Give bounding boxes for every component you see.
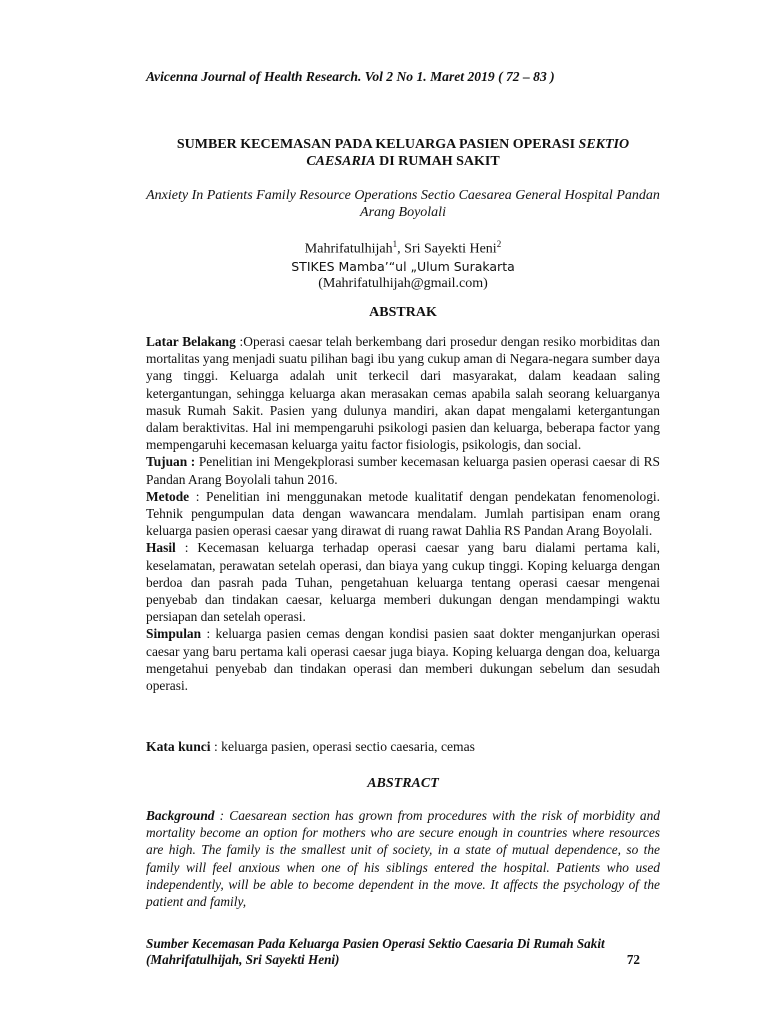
paper-subtitle: Anxiety In Patients Family Resource Operations Sectio Caesarea General Hospital Pandan Arang Boyolali [146,188,660,220]
author-email: (Mahrifatulhijah@gmail.com) [318,275,488,291]
latar-text: :Operasi caesar telah berkembang dari prosedur dengan resiko morbiditas dan mortalitas yang menjadi suatu pilihan bagi ibu yang cukup aman di Negara-negara sumber daya yang tinggi. Keluarga adalah unit terkecil dari masyarakat, dalam keadaan saling ketergantungan, sehingga keluarga akan merasakan cemas apabila salah seorang keluarganya masuk Rumah Sakit. Pasien yang dulunya mandiri, akan dapat mengalami ketergantungan dalam beraktivitas. Hal ini mempengaruhi psikologi pasien dan keluarga, beberapa factor yang mempengaruhi kecemasan keluarga yaitu factor fisiologis, psikologis, dan social. [146,334,660,453]
page-number: 72 [626,952,640,967]
abstrak-metode [146,488,660,540]
tujuan-text: Penelitian ini Mengekplorasi sumber kecemasan keluarga pasien operasi caesar di RS Pandan Arang Boyolali tahun 2016. [146,454,660,487]
author-2: Sri Sayekti Heni [404,241,497,257]
title-part-1: SUMBER KECEMASAN PADA KELUARGA PASIEN OPERASI [176,137,579,152]
author-line [146,236,660,258]
keywords-text: : keluarga pasien, operasi sectio caesaria, cemas [210,739,475,754]
author-1-affil: 1 [392,239,398,249]
background-text: : Caesarean section has grown from procedures with the risk of morbidity and mortality become an option for mothers who are secure enough in countries where resources are high. The family is the smallest unit of society, in a state of mutual dependence, so the family will feel anxious when one of his siblings entered the hospital. Patients who used independently, will be able to become dependent in the move. It affects the psychology of the patient and family, [146,808,660,910]
abstrak-body [146,333,660,694]
footer-title: Sumber Kecemasan Pada Keluarga Pasien Operasi Sektio Caesaria Di Rumah Sakit [146,936,605,951]
abstrak-hasil [146,539,660,625]
hasil-text: : Kecemasan keluarga terhadap operasi caesar yang baru dialami pertama kali, keselamatan, perawatan setelah operasi, dan biaya yang cukup tinggi. Koping keluarga dengan berdoa dan pasrah pada Tuhan, pengetahuan keluarga tentang operasi caesar mengenai penyebab dan tindakan caesar, keluarga memberi dukungan dengan mendampingi waktu persiapan dan setelah operasi. [146,540,660,625]
metode-label: Metode [146,488,190,504]
journal-header: Avicenna Journal of Health Research. Vol 2 No 1. Maret 2019 ( 72 – 83 ) [146,69,555,84]
institution: STIKES Mamba’“ul „Ulum Surakarta [291,258,515,274]
tujuan-label: Tujuan : [146,454,196,470]
abstrak-heading: ABSTRAK [369,305,437,320]
simpulan-label: Simpulan [146,626,202,642]
title-part-2: DI RUMAH SAKIT [375,154,500,169]
hasil-label: Hasil [146,540,176,556]
abstract-body [146,807,660,910]
author-separator: , [397,241,405,257]
paper-title [146,136,660,170]
title-italic-part: SEKTIO CAESARIA [306,137,630,169]
metode-text: : Penelitian ini menggunakan metode kualitatif dengan pendekatan fenomenologi. Tehnik pengumpulan data dengan wawancara mendalam. Jumlah partisipan enam orang keluarga pasien operasi caesar yang dirawat di ruang rawat Dahlia RS Pandan Arang Boyolali. [146,488,660,539]
footer-authors: (Mahrifatulhijah, Sri Sayekti Heni) [146,952,340,967]
abstract-background [146,807,660,910]
simpulan-text: : keluarga pasien cemas dengan kondisi pasien saat dokter menganjurkan operasi caesar yang baru pertama kali operasi caesar juga biaya. Koping keluarga dengan doa, keluarga mengetahui penyebab dan tindakan operasi dan memberi dukungan sebelum dan sesudah operasi. [146,626,660,694]
abstrak-tujuan [146,453,660,487]
author-2-affil: 2 [496,239,502,249]
abstrak-latar [146,333,660,453]
background-label: Background [146,808,215,823]
page-footer [146,936,640,968]
latar-label: Latar Belakang [146,334,236,349]
abstract-heading: ABSTRACT [367,776,439,791]
abstrak-simpulan [146,625,660,694]
author-1: Mahrifatulhijah [304,241,393,257]
author-block [146,236,660,292]
footer-row [146,952,640,968]
keywords [146,739,660,755]
keywords-label: Kata kunci [146,739,211,754]
